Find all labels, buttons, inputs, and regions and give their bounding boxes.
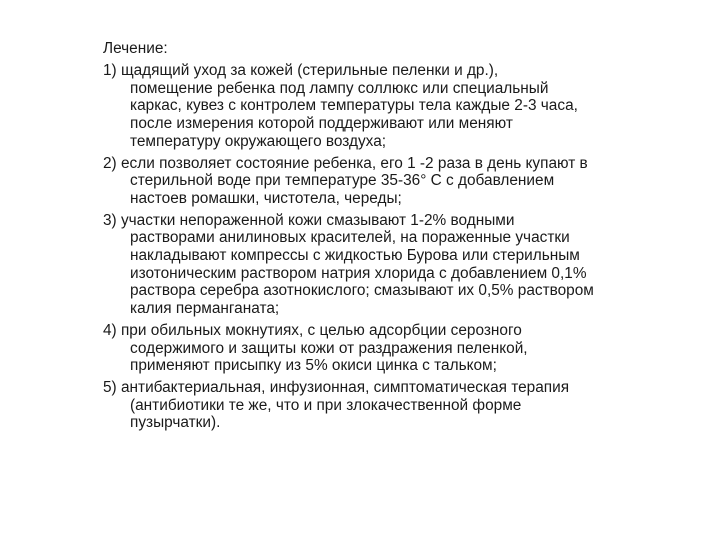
treatment-item-5	[103, 379, 688, 432]
item-line: 3) участки непораженной кожи смазывают 1-2% водными	[103, 211, 515, 229]
item-line: изотоническим раствором натрия хлорида с добавлением 0,1%	[130, 264, 587, 282]
item-line: стерильной воде при температуре 35-36° С с добавлением	[130, 172, 555, 190]
item-line: 1) щадящий уход за кожей (стерильные пеленки и др.),	[103, 62, 499, 79]
item-line: содержимого и защиты кожи от раздражения пеленкой,	[130, 339, 528, 357]
item-line: каркас, кувез с контролем температуры тела каждые 2-3 часа,	[130, 97, 578, 115]
slide-content	[103, 39, 688, 436]
treatment-item-3	[103, 212, 688, 318]
item-line: после измерения которой поддерживают или меняют	[130, 115, 513, 133]
item-line: применяют присыпку из 5% окиси цинка с тальком;	[130, 357, 497, 375]
item-line: 5) антибактериальная, инфузионная, симптоматическая терапия	[103, 378, 570, 396]
item-line: помещение ребенка под лампу соллюкс или специальный	[130, 79, 549, 97]
treatment-item-1	[103, 62, 688, 151]
item-line: настоев ромашки, чистотела, череды;	[130, 189, 402, 207]
item-line: 4) при обильных мокнутиях, с целью адсорбции серозного	[103, 321, 522, 339]
treatment-item-4	[103, 322, 688, 375]
treatment-item-2	[103, 155, 688, 208]
item-line: раствора серебра азотнокислого; смазывают их 0,5% раствором	[130, 282, 594, 300]
item-line: температуру окружающего воздуха;	[130, 132, 387, 150]
item-line: (антибиотики те же, что и при злокачественной форме	[130, 396, 522, 414]
item-line: 2) если позволяет состояние ребенка, его 1 -2 раза в день купают в	[103, 154, 588, 172]
item-line: накладывают компрессы с жидкостью Бурова или стерильным	[130, 247, 580, 265]
item-line: калия перманганата;	[130, 300, 280, 318]
heading: Лечение:	[103, 40, 168, 57]
item-line: растворами анилиновых красителей, на пораженные участки	[130, 229, 570, 247]
item-line: пузырчатки).	[130, 414, 221, 432]
